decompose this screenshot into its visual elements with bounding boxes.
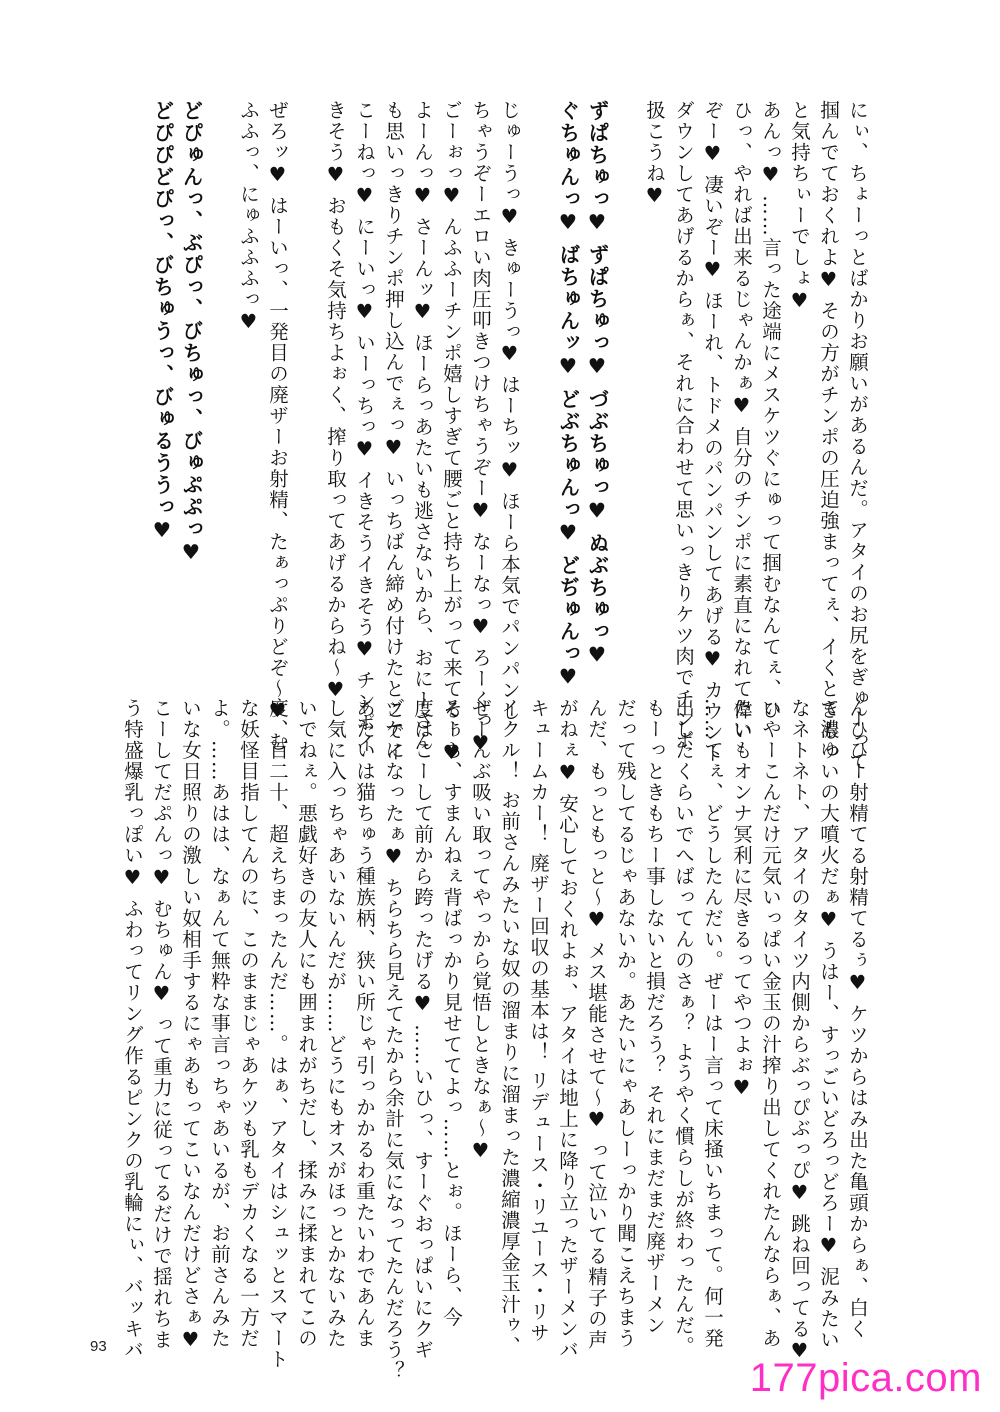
text-line: ごーぉっ♥ んふふーチンポ嬉しすぎて腰ごと持ち上がって来てるぅ♥: [440, 100, 463, 766]
text-line: がねぇ♥ 安心しておくれよぉ、アタイは地上に降り立ったザーメンバ: [556, 698, 579, 1361]
text-line: ……てぇ、どうしたんだい。ぜーはー言って床掻いちまって。何一発: [701, 698, 724, 1349]
text-line: いでねぇ。悪戯好きの友人にも囲まれがちだし、揉みに揉まれてこの: [295, 698, 318, 1349]
text-line: 掴んでておくれよ♥ その方がチンポの圧迫強まってぇ、イくときもっ: [817, 100, 840, 763]
text-line: なネトネト、アタイのタイツ内側からぶっぴぶっぴ♥ 跳ね回ってる♥: [788, 698, 811, 1364]
paragraph-gap: [205, 100, 234, 690]
onomatopoeia-line: どぴぴどぴっ、びちゅうっ、びゅるううっ♥: [150, 100, 174, 544]
text-line: ひっ、やれば出来るじゃんかぁ♥ 自分のチンポに素直になれて偉い: [730, 100, 753, 742]
text-line: て濃ゆいの大噴火だぁ♥ うはー、すっごいどろっどろー♥ 泥みたい: [817, 698, 840, 1351]
text-line: う特盛爆乳っぽい♥ ふわってリング作るピンクの乳輪にぃ、バッキバ: [121, 698, 144, 1361]
text-line: きそう♥ おもくそ気持ちよぉく、搾り取ってあげるからね～♥: [324, 100, 347, 703]
text-line: イクル！ お前さんみたいな奴の溜まりに溜まった濃縮濃厚金玉汁ゥ、: [498, 698, 521, 1357]
lower-text-tier: [121, 698, 872, 1382]
text-line: たいもオンナ冥利に尽きるってやつよぉ♥: [730, 698, 753, 1101]
onomatopoeia-line: ぐちゅんっ♥ ばちゅんッ♥ どぶちゅんっ♥ どぢゅんっ♥: [556, 100, 580, 690]
text-line: こーねっ♥ にーいっ♥ いーっちっ♥ イきそうイきそう♥ チンポイ: [353, 100, 376, 754]
text-line: も思いっきりチンポ押し込んでぇっ♥ いっちばん締め付けたとこでイ: [382, 100, 405, 763]
text-line: じゅーうっ♥ きゅーうっ♥ はーちッ♥ ほーら本気でパンパンし: [498, 100, 521, 722]
text-line: ダウンしてあげるからぁ、それに合わせて思いっきりケツ肉でチンポ: [672, 100, 695, 751]
text-line: ちゃうぞーエロい肉圧叩きつけちゃうぞー♥ なーなっ♥ ろーくっ♥: [469, 100, 492, 756]
text-line: ぜーんぶ吸い取ってやっから覚悟しときなぁ～♥: [469, 698, 492, 1164]
onomatopoeia-line: どぴゅんっ、ぶぴっ、びちゅっ、びゅぷぷっ♥: [179, 100, 203, 566]
text-line: ふふっ、にゅふふふっ♥: [237, 100, 260, 335]
text-line: あんっ♥ ……言った途端にメスケツぐにゅって掴むなんてぇ、ひ: [759, 100, 782, 721]
text-line: ぜろッ♥ はーいっ、一発目の廃ザーお射精、たぁっぷりどぞ～♥ む: [266, 100, 289, 753]
text-line: キュームカー！ 廃ザー回収の基本は！ リデュース・リユース・リサ: [527, 698, 550, 1344]
text-line: だって残してるじゃあないか。あたいにゃあしーっかり聞こえちまう: [614, 698, 637, 1349]
text-line: ヅケになったぁ♥ ちらちら見えてたから余計に気になってたんだろう？: [382, 698, 405, 1382]
text-line: んひひー射精てる射精てるぅ♥ ケツからはみ出た亀頭からぁ、白く: [846, 698, 869, 1340]
text-line: いやーこんだけ元気いっぱい金玉の汁搾り出してくれたんならぁ、あ: [759, 698, 782, 1349]
paragraph-gap: [611, 100, 640, 690]
text-line: し気に入っちゃあいないんだが……どうにもオスがほっとかないみた: [324, 698, 347, 1349]
page-number: 93: [90, 1338, 107, 1355]
watermark: 177pica.com: [749, 1356, 982, 1400]
text-line: 出したくらいでへばってんのさぁ？ ようやく慣らしが終わったんだ。: [672, 698, 695, 1357]
paragraph-gap: [292, 100, 321, 690]
onomatopoeia-line: ずぱちゅっ♥ ずぱちゅっ♥ づぶちゅっ♥ ぬぶちゅっ♥: [585, 100, 609, 668]
text-line: そーら、すまんねぇ背ばっかり見せててよっ……とぉ。ほーら、今: [440, 698, 463, 1328]
text-line: よーんっ♥ さーんッ♥ ほーらっあたいも逃さないから、おにーさん: [411, 100, 434, 753]
text-line: よ。……あはは、なぁんて無粋な事言っちゃあいるが、お前さんみた: [208, 698, 231, 1349]
text-line: ぞー♥ 凄いぞー♥ ほーれ、トドメのパンパンしてあげる♥ カウント: [701, 100, 724, 764]
text-line: と気持ちぃーでしょ♥: [788, 100, 811, 314]
upper-text-tier: [150, 100, 872, 772]
text-line: にぃ、ちょーっとばかりお願いがあるんだ。アタイのお尻をぎゅーって: [846, 100, 869, 772]
text-line: 扱こうね♥: [643, 100, 666, 209]
text-line: もーっときもちー事しないと損だろう？ それにまだまだ廃ザーメン: [643, 698, 666, 1336]
text-line: いな女日照りの激しい奴相手するにゃあもってこいなんだけどさぁ♥: [179, 698, 202, 1353]
paragraph-gap: [524, 100, 553, 690]
text-line: あたいは猫ちゅう種族柄、狭い所じゃ引っかかるわ重たいわであんま: [353, 698, 376, 1349]
text-line: 度、百二十、超えちまったんだ……。はぁ、アタイはシュッとスマート: [266, 698, 289, 1370]
text-line: こーしてだぷんっ♥ むちゅん♥ って重力に従ってるだけで揺れちま: [150, 698, 173, 1351]
text-line: な妖怪目指してんのに、このままじゃあケツも乳もデカくなる一方だ: [237, 698, 260, 1349]
text-line: んだ、もっともっと～♥ メス堪能させて～♥ って泣いてる精子の声: [585, 698, 608, 1351]
text-line: 度はこーして前から跨ったげる♥ ……いひっ、すーぐおっぱいにクギ: [411, 698, 434, 1361]
